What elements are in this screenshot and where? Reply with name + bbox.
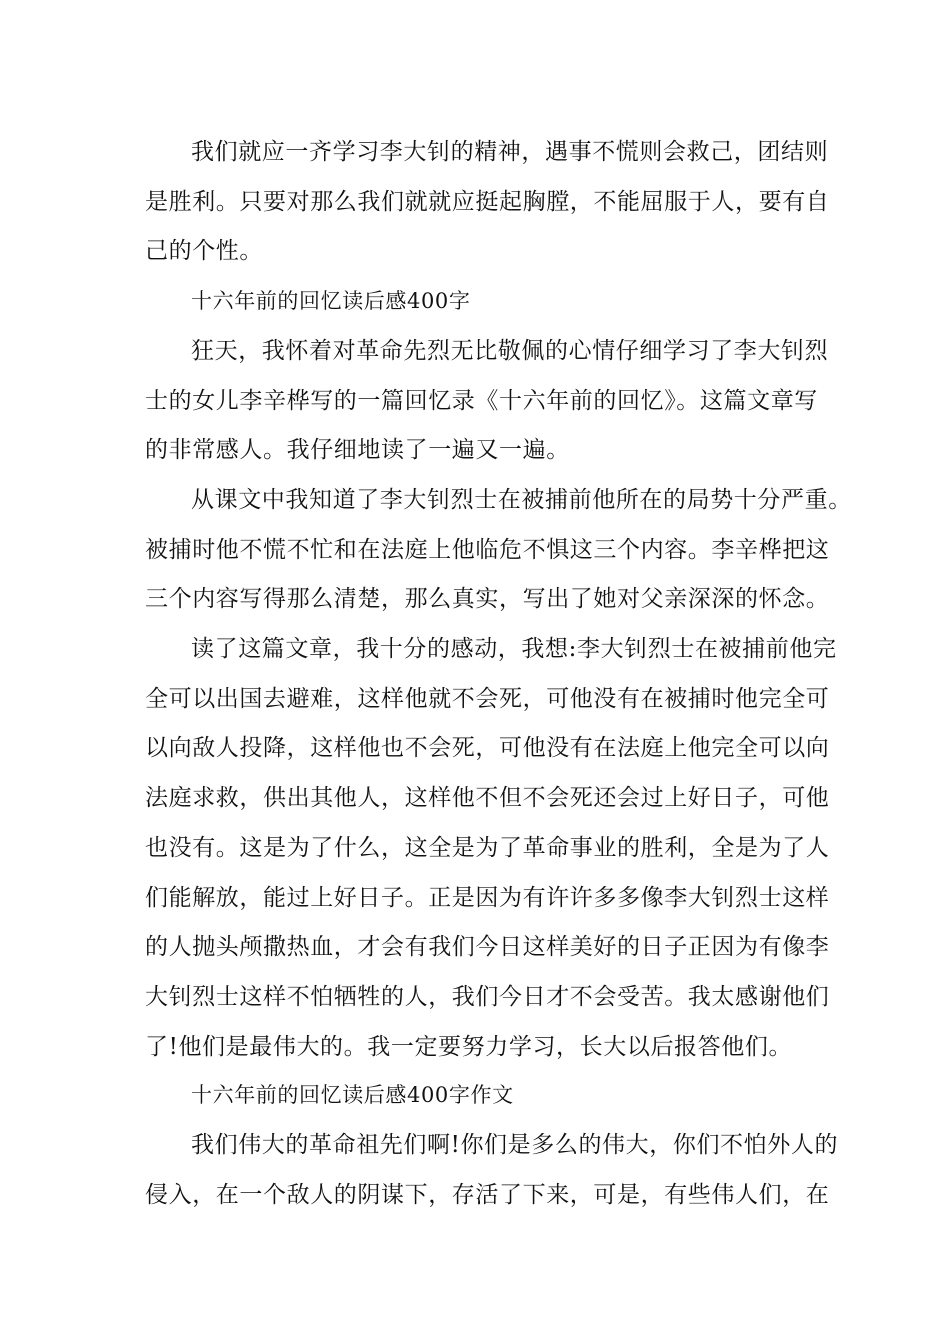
text-line: 以向敌人投降，这样他也不会死，可他没有在法庭上他完全可以向 <box>145 735 830 762</box>
paragraph-3 <box>145 476 852 625</box>
section-heading-1 <box>145 277 835 327</box>
text-line: 是胜利。只要对那么我们就就应挺起胸膛，不能屈服于人，要有自 <box>145 188 830 215</box>
text-line: 被捕时他不慌不忙和在法庭上他临危不惧这三个内容。李辛桦把这 <box>145 536 830 563</box>
paragraph-4 <box>145 625 835 1072</box>
paragraph-5 <box>145 1121 839 1220</box>
paragraph-2 <box>145 327 835 476</box>
section-heading-2 <box>145 1071 835 1121</box>
text-line: 我们伟大的革命祖先们啊!你们是多么的伟大，你们不怕外人的 <box>191 1132 839 1158</box>
text-line: 们能解放，能过上好日子。正是因为有许许多多像李大钊烈士这样 <box>145 884 830 911</box>
text-line: 读了这篇文章，我十分的感动，我想:李大钊烈士在被捕前他完 <box>191 636 837 662</box>
text-line: 己的个性。 <box>145 238 263 265</box>
text-line: 我们就应一齐学习李大钊的精神，遇事不慌则会救己，团结则 <box>191 139 829 165</box>
text-line: 全可以出国去避难，这样他就不会死，可他没有在被捕时他完全可 <box>145 685 830 712</box>
text-line: 三个内容写得那么清楚，那么真实，写出了她对父亲深深的怀念。 <box>145 586 830 613</box>
text-line: 侵入，在一个敌人的阴谋下，存活了下来，可是，有些伟人们，在 <box>145 1181 830 1208</box>
text-line: 的非常感人。我仔细地读了一遍又一遍。 <box>145 437 570 464</box>
text-line: 大钊烈士这样不怕牺牲的人，我们今日才不会受苦。我太感谢他们 <box>145 983 830 1010</box>
text-line: 法庭求救，供出其他人，这样他不但不会死还会过上好日子，可他 <box>145 785 830 812</box>
heading-line: 十六年前的回忆读后感400字 <box>191 289 471 313</box>
text-line: 了!他们是最伟大的。我一定要努力学习，长大以后报答他们。 <box>145 1033 793 1060</box>
text-line: 狂天，我怀着对革命先烈无比敬佩的心情仔细学习了李大钊烈 <box>191 338 829 364</box>
text-line: 的人抛头颅撒热血，才会有我们今日这样美好的日子正因为有像李 <box>145 934 830 961</box>
text-line: 从课文中我知道了李大钊烈士在被捕前他所在的局势十分严重。 <box>191 487 852 513</box>
heading-line: 十六年前的回忆读后感400字作文 <box>191 1083 514 1107</box>
text-line: 也没有。这是为了什么，这全是为了革命事业的胜利，全是为了人 <box>145 834 830 861</box>
paragraph-1 <box>145 128 835 277</box>
text-line: 士的女儿李辛桦写的一篇回忆录《十六年前的回忆》。这篇文章写 <box>145 387 818 414</box>
